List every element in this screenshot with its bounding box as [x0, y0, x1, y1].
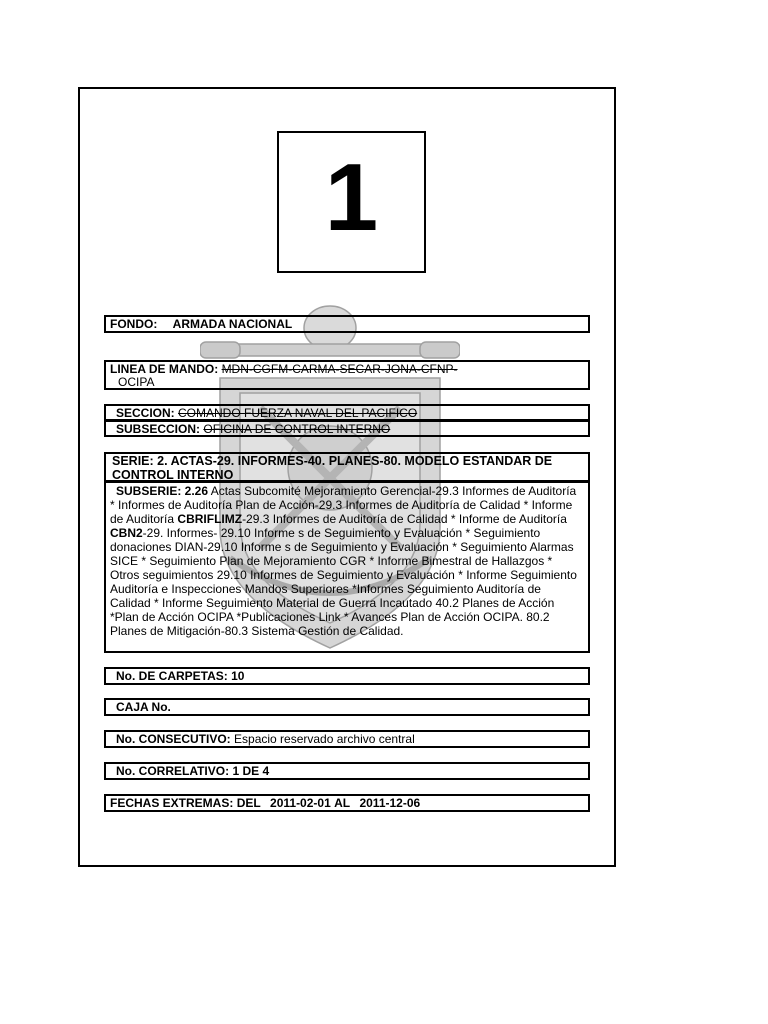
fechas-label: FECHAS EXTREMAS: — [110, 796, 234, 810]
correlativo-field — [104, 762, 590, 780]
subseccion-value: OFICINA DE CONTROL INTERNO — [203, 422, 391, 436]
subserie-code-2: CBN2 — [110, 526, 143, 540]
consecutivo-label: No. CONSECUTIVO: — [116, 732, 231, 746]
fechas-field — [104, 794, 590, 812]
subserie-text-1: Actas Subcomité Mejoramiento Gerencial-29.3 Informes de Auditoría * Informes de Auditoría Plan de Acción-29.3 Informes de Auditoría de Calidad * Informe de Auditoría — [110, 484, 577, 526]
consecutivo-value: Espacio reservado archivo central — [234, 732, 415, 746]
carpetas-label: No. DE CARPETAS: — [116, 669, 228, 683]
subserie-field — [104, 481, 590, 653]
linea-mando-label: LINEA DE MANDO: — [110, 362, 219, 376]
seccion-value: COMANDO FUERZA NAVAL DEL PACIFICO — [178, 406, 418, 420]
subserie-label: SUBSERIE: 2.26 — [116, 484, 209, 498]
fondo-label: FONDO: — [110, 317, 158, 331]
carpetas-value: 10 — [231, 669, 245, 683]
subseccion-label: SUBSECCION: — [116, 422, 201, 436]
seccion-label: SECCION: — [116, 406, 175, 420]
fechas-del-value: 2011-02-01 — [270, 796, 331, 810]
fechas-al-label: AL — [334, 796, 351, 810]
serie-text: SERIE: 2. ACTAS-29. INFORMES-40. PLANES-80. MODELO ESTANDAR DE CONTROL INTERNO — [112, 454, 553, 482]
correlativo-value: 1 DE 4 — [232, 764, 270, 778]
serie-field — [104, 452, 590, 482]
linea-mando-field — [104, 360, 590, 390]
box-number — [277, 131, 426, 273]
subserie-text-3: -29. Informes- 29.10 Informe s de Seguimiento y Evaluación * Seguimiento donaciones DIAN-29.10 Informe s de Seguimiento y Evaluación * Seguimiento Alarmas SICE * Seguimiento Plan de Mejoramiento CGR * Informe Bimestral de Hallazgos * Otros seguimientos 29.10 Informes de Seguimiento y Evaluación * Informe Seguimiento Auditoría e Inspecciones Mandos Superiores *Informes Seguimiento Auditoría de Calidad * Informe Seguimiento Material de Guerra Incautado 40.2 Planes de Acción *Plan de Acción OCIPA *Publicaciones Link * Avances Plan de Acción OCIPA. 80.2 Planes de Mitigación-80.3 Sistema Gestión de Calidad. — [110, 526, 577, 638]
caja-label: CAJA No. — [116, 700, 171, 714]
fondo-field — [104, 315, 590, 333]
consecutivo-field — [104, 730, 590, 748]
seccion-field — [104, 404, 590, 421]
caja-field — [104, 698, 590, 716]
box-number-text: 1 — [324, 144, 379, 251]
carpetas-field — [104, 667, 590, 685]
subserie-text-2: -29.3 Informes de Auditoría de Calidad * Informe de Auditoría — [242, 512, 567, 526]
linea-mando-value-2: OCIPA — [118, 375, 155, 389]
fechas-del-label: DEL — [236, 796, 261, 810]
correlativo-label: No. CORRELATIVO: — [116, 764, 230, 778]
fechas-al-value: 2011-12-06 — [359, 796, 421, 810]
subseccion-field — [104, 420, 590, 437]
subserie-code-1: CBRIFLIMZ — [177, 512, 243, 526]
linea-mando-value: MDN-CGFM-CARMA-SECAR-JONA-CFNP- — [221, 362, 458, 376]
fondo-value: ARMADA NACIONAL — [172, 317, 293, 331]
